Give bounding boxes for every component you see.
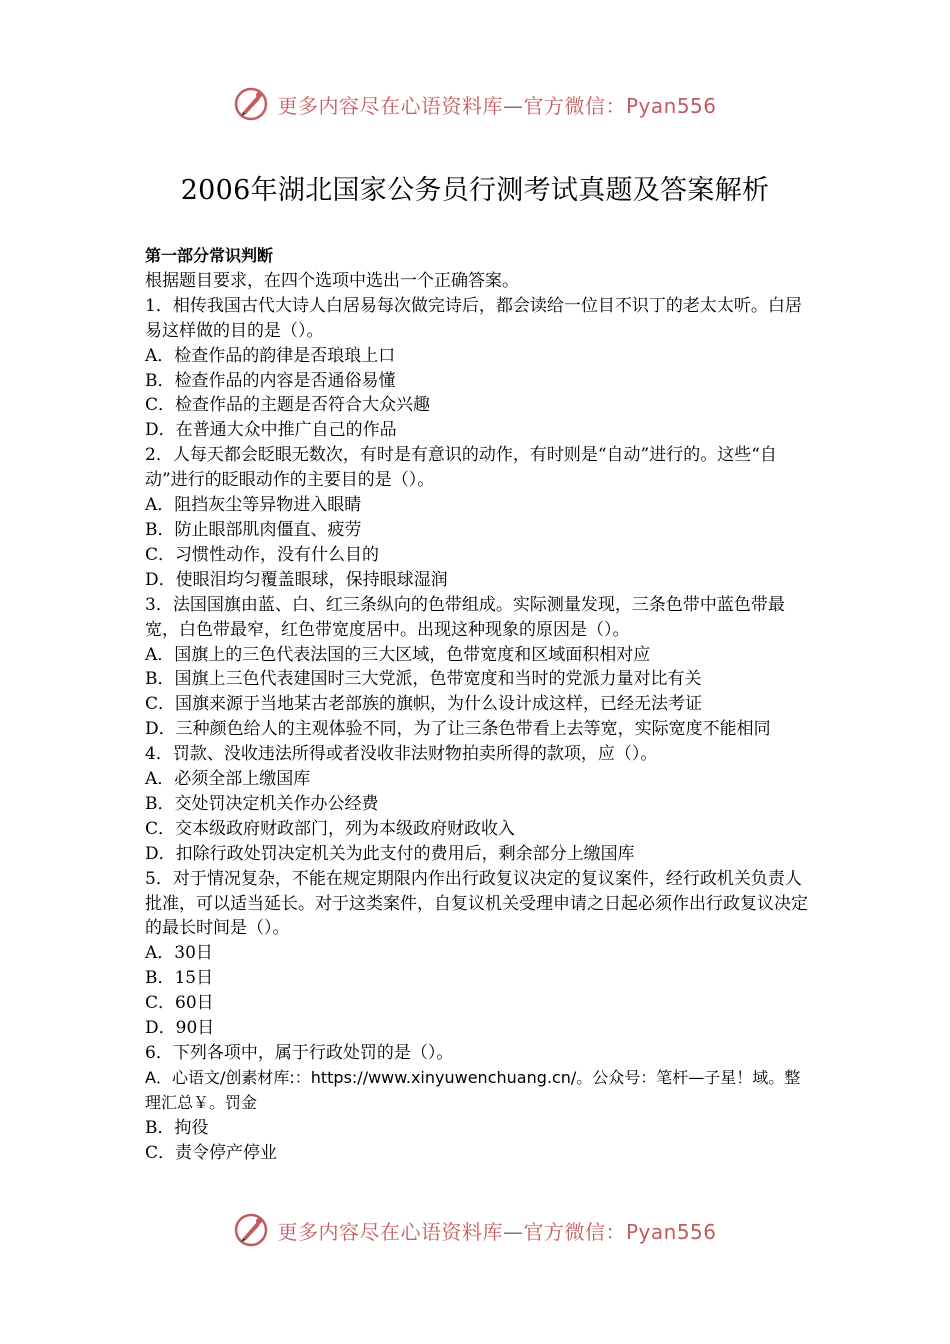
question-stem: 4．罚款、没收违法所得或者没收非法财物拍卖所得的款项，应（）。 — [145, 744, 658, 765]
option-c: C．交本级政府财政部门，列为本级政府财政收入 — [145, 818, 516, 839]
option-c: C．习惯性动作，没有什么目的 — [145, 544, 380, 565]
option-a: A．国旗上的三色代表法国的三大区域，色带宽度和区域面积相对应 — [145, 644, 651, 665]
option-b: B．国旗上三色代表建国时三大党派，色带宽度和当时的党派力量对比有关 — [145, 669, 702, 690]
banner-separator: — — [502, 1219, 524, 1244]
footer-banner — [0, 1208, 950, 1252]
option-b: B．防止眼部肌肉僵直、疲劳 — [145, 519, 362, 540]
pen-logo-icon — [233, 86, 269, 122]
option-d: D．在普通大众中推广自己的作品 — [145, 420, 397, 441]
banner-wechat-label: 官方微信： — [523, 1219, 626, 1244]
option-b: B．检查作品的内容是否通俗易懂 — [145, 370, 396, 391]
section-heading: 第一部分常识判断 — [145, 246, 274, 265]
option-a: A．30日 — [145, 943, 213, 964]
question-stem: 6．下列各项中，属于行政处罚的是（）。 — [145, 1043, 454, 1063]
question-stem: 1．相传我国古代大诗人白居易每次做完诗后，都会读给一位目不识丁的老太太听。白居易这样做的目的是（）。 — [145, 295, 802, 341]
option-a: A．检查作品的韵律是否琅琅上口 — [145, 345, 396, 366]
option-c: C．检查作品的主题是否符合大众兴趣 — [145, 395, 431, 416]
option-c: C．60日 — [145, 993, 214, 1014]
pen-logo-icon — [233, 1212, 269, 1248]
option-b: B．拘役 — [145, 1117, 209, 1138]
option-b: B．交处罚决定机关作办公经费 — [145, 793, 379, 814]
banner-text — [277, 1216, 716, 1245]
banner-content — [233, 86, 716, 122]
option-a: A．必须全部上缴国库 — [145, 769, 311, 790]
question-stem: 5．对于情况复杂，不能在规定期限内作出行政复议决定的复议案件，经行政机关负责人批准，可以适当延长。对于这类案件，自复议机关受理申请之日起必须作出行政复议决定的最长时间是（）。 — [145, 868, 808, 939]
question-stem: 3．法国国旗由蓝、白、红三条纵向的色带组成。实际测量发现，三条色带中蓝色带最宽，白色带最窄，红色带宽度居中。出现这种现象的原因是（）。 — [145, 594, 785, 640]
option-c: C．责令停产停业 — [145, 1142, 278, 1163]
option-c: C．国旗来源于当地某古老部族的旗帜，为什么设计成这样，已经无法考证 — [145, 694, 703, 715]
banner-wechat-id: Pyan556 — [625, 1219, 717, 1244]
banner-slogan: 更多内容尽在心语资料库 — [277, 1219, 503, 1244]
banner-content — [233, 1212, 716, 1248]
option-d: D．扣除行政处罚决定机关为此支付的费用后，剩余部分上缴国库 — [145, 843, 635, 864]
page-title: 2006年湖北国家公务员行测考试真题及答案解析 — [180, 175, 770, 207]
banner-text — [277, 90, 716, 119]
banner-wechat-id: Pyan556 — [625, 93, 717, 118]
banner-separator: — — [502, 93, 524, 118]
option-d: D．三种颜色给人的主观体验不同，为了让三条色带看上去等宽，实际宽度不能相同 — [145, 719, 771, 740]
document-body — [145, 244, 815, 1166]
option-d: D．90日 — [145, 1018, 215, 1039]
banner-wechat-label: 官方微信： — [523, 93, 626, 118]
option-a: A．心语文/创素材库:：https://www.xinyuwenchuang.cn/。公众号：笔杆—子星！域。整理汇总￥。罚金 — [145, 1067, 801, 1112]
option-a: A．阻挡灰尘等异物进入眼睛 — [145, 495, 362, 516]
instructions: 根据题目要求，在四个选项中选出一个正确答案。 — [145, 270, 519, 291]
option-d: D．使眼泪均匀覆盖眼球，保持眼球湿润 — [145, 569, 448, 590]
question-stem: 2．人每天都会眨眼无数次，有时是有意识的动作，有时则是“自动”进行的。这些“自动”进行的眨眼动作的主要目的是（）。 — [145, 445, 777, 491]
option-b: B．15日 — [145, 968, 214, 989]
header-banner — [0, 82, 950, 126]
banner-slogan: 更多内容尽在心语资料库 — [277, 93, 503, 118]
